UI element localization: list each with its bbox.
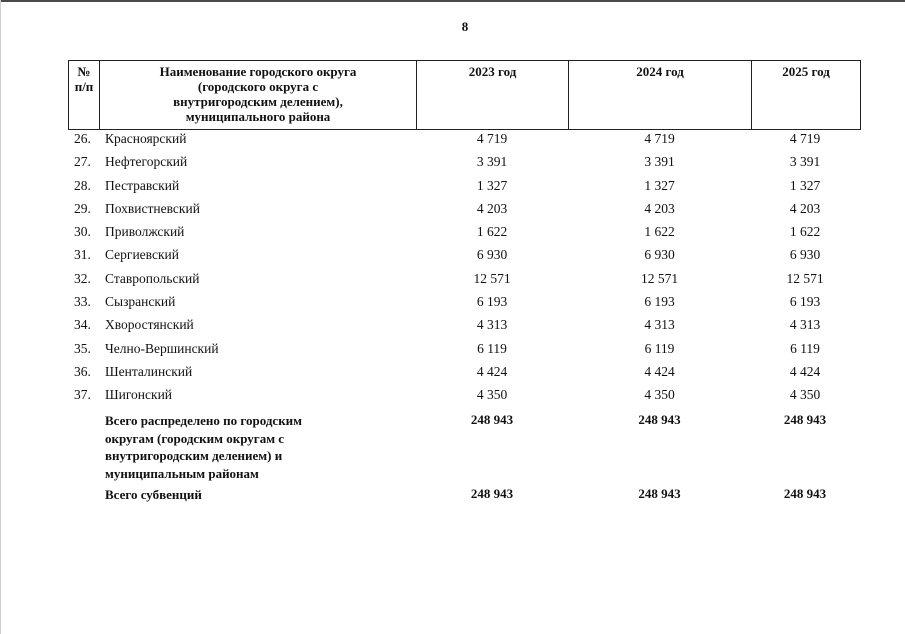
value-2024: 1 622 <box>644 224 675 240</box>
value-2023: 6 930 <box>476 247 508 263</box>
total-value-2023: 248 943 <box>470 412 514 427</box>
row-number: 37. <box>74 387 91 403</box>
page-number: 8 <box>461 19 469 34</box>
header-name-line: муниципального района <box>185 109 331 124</box>
value-2024: 6 930 <box>644 247 675 263</box>
row-number: 27. <box>74 154 91 170</box>
table-row <box>68 341 861 364</box>
row-number: 36. <box>74 363 91 379</box>
district-name: Ставропольский <box>105 270 200 286</box>
value-2025: 4 424 <box>789 363 821 379</box>
total-value-2023: 248 943 <box>470 486 514 501</box>
total-value-2024: 248 943 <box>638 486 681 501</box>
value-2025: 3 391 <box>789 154 821 170</box>
district-name: Шигонский <box>105 387 173 403</box>
header-name-column <box>100 61 417 129</box>
value-2025: 4 350 <box>789 387 821 403</box>
value-2023: 1 327 <box>476 177 508 193</box>
header-number-column <box>69 61 100 129</box>
row-number: 33. <box>74 294 91 310</box>
total-subventions-label <box>105 486 345 504</box>
district-name: Похвистневский <box>105 200 200 216</box>
value-2023: 4 424 <box>476 363 508 379</box>
table-row <box>68 154 861 177</box>
header-name-line: Наименование городского округа <box>159 64 357 79</box>
header-number-line: п/п <box>74 79 94 94</box>
table-row <box>68 317 861 340</box>
table-row <box>68 131 861 154</box>
page-top-border <box>0 0 905 2</box>
district-name: Шенталинский <box>105 363 193 379</box>
table-row <box>68 294 861 317</box>
value-2025: 4 719 <box>789 131 821 146</box>
district-name: Нефтегорский <box>105 154 188 170</box>
value-2023: 4 203 <box>476 200 508 216</box>
table-row <box>68 364 861 387</box>
value-2023: 4 313 <box>476 317 508 333</box>
value-2023: 12 571 <box>473 270 511 286</box>
value-2024: 4 424 <box>644 363 675 379</box>
value-2023: 6 119 <box>477 340 507 356</box>
row-number: 32. <box>74 270 91 286</box>
district-name: Пестравский <box>105 177 180 193</box>
value-2024: 6 119 <box>644 340 675 356</box>
value-2025: 4 203 <box>789 200 821 216</box>
value-2024: 12 571 <box>640 270 679 286</box>
value-2023: 3 391 <box>476 154 508 170</box>
row-number: 26. <box>74 131 91 146</box>
value-2024: 4 350 <box>644 387 675 403</box>
table-header <box>68 60 861 130</box>
total-label-line: округам (городским округам с <box>105 430 285 446</box>
value-2024: 4 719 <box>644 131 675 146</box>
table-row <box>68 178 861 201</box>
row-number: 34. <box>74 317 91 333</box>
row-number: 31. <box>74 247 91 263</box>
header-year-2024: 2024 год <box>569 61 752 129</box>
value-2025: 1 622 <box>789 224 821 240</box>
total-label-line: внутригородским делением) и <box>105 448 283 463</box>
header-year-2025: 2025 год <box>782 64 830 79</box>
row-number: 30. <box>74 224 91 240</box>
table-row <box>68 201 861 224</box>
total-label-line: Всего распределено по городским <box>105 413 303 428</box>
total-label-line: Всего субвенций <box>105 487 202 502</box>
header-name-line: (городского округа с <box>197 79 319 94</box>
row-number: 29. <box>74 200 91 216</box>
table-row <box>68 247 861 270</box>
table-row <box>68 224 861 247</box>
value-2025: 6 193 <box>789 294 821 310</box>
district-name: Приволжский <box>105 224 185 240</box>
value-2025: 6 119 <box>790 340 820 356</box>
district-name: Красноярский <box>105 131 187 146</box>
value-2023: 4 719 <box>476 131 508 146</box>
value-2023: 1 622 <box>476 224 508 240</box>
district-name: Сызранский <box>105 294 176 310</box>
value-2024: 3 391 <box>644 154 675 170</box>
value-2024: 4 313 <box>644 317 675 333</box>
value-2024: 4 203 <box>644 200 675 216</box>
district-name: Хворостянский <box>105 317 194 333</box>
row-number: 35. <box>74 340 91 356</box>
header-name-line: внутригородским делением), <box>173 94 343 109</box>
table-row <box>68 271 861 294</box>
row-number: 28. <box>74 177 91 193</box>
value-2024: 1 327 <box>644 177 675 193</box>
value-2023: 6 193 <box>476 294 508 310</box>
header-number-line: № <box>77 64 91 79</box>
total-value-2025: 248 943 <box>783 412 827 427</box>
total-value-2025: 248 943 <box>783 486 827 501</box>
value-2024: 6 193 <box>644 294 675 310</box>
value-2025: 6 930 <box>789 247 821 263</box>
district-name: Челно-Вершинский <box>105 340 219 356</box>
district-name: Сергиевский <box>105 247 179 263</box>
total-distributed-label <box>105 412 345 482</box>
value-2025: 12 571 <box>786 270 824 286</box>
table-body <box>68 131 861 411</box>
page-left-border <box>0 0 1 634</box>
header-year-2023: 2023 год <box>417 61 569 129</box>
total-value-2024: 248 943 <box>638 412 681 427</box>
total-label-line: муниципальным районам <box>105 465 259 481</box>
value-2023: 4 350 <box>476 387 508 403</box>
value-2025: 4 313 <box>789 317 821 333</box>
table-row <box>68 387 861 410</box>
value-2025: 1 327 <box>789 177 821 193</box>
